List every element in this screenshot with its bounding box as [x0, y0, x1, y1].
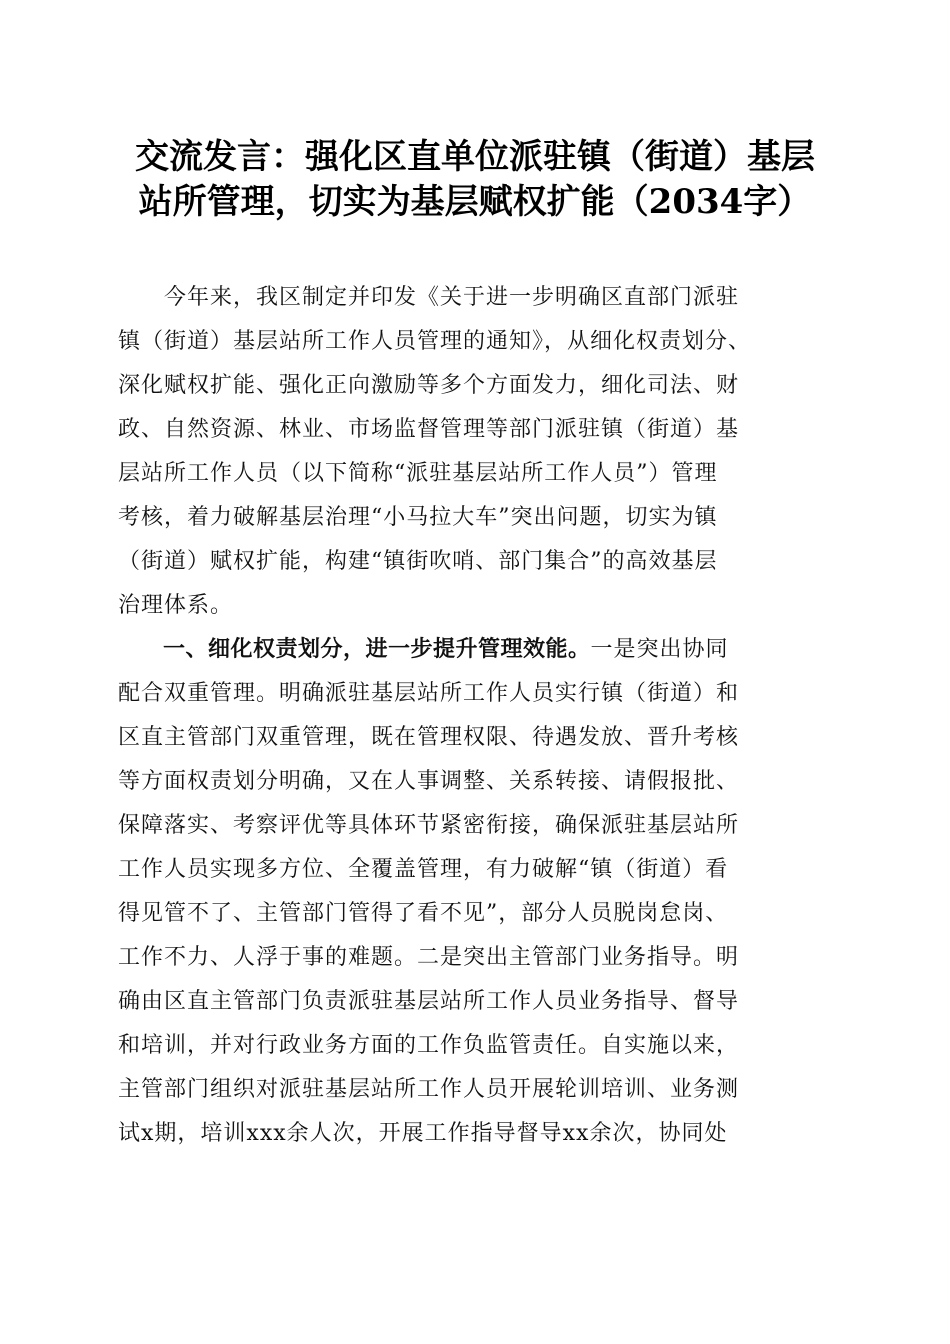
title-line-1: 交流发言：强化区直单位派驻镇（街道）基层 [135, 137, 815, 177]
section-1-line: 试x期，培训xxx余人次，开展工作指导督导xx余次，协同处 [118, 1121, 728, 1146]
section-1-line: 确由区直主管部门负责派驻基层站所工作人员业务指导、督导 [118, 989, 740, 1014]
section-1-line: 主管部门组织对派驻基层站所工作人员开展轮训培训、业务测 [118, 1077, 740, 1102]
section-1-line: 区直主管部门双重管理，既在管理权限、待遇发放、晋升考核 [118, 725, 740, 750]
section-1-line: 工作不力、人浮于事的难题。二是突出主管部门业务指导。明 [118, 945, 740, 970]
section-1-line: 得见管不了、主管部门管得了看不见”，部分人员脱岗怠岗、 [118, 901, 729, 926]
section-1-first-line [118, 628, 833, 672]
paragraph-1-line: （街道）赋权扩能，构建“镇街吹哨、部门集合”的高效基层 [118, 549, 718, 574]
document-body [118, 276, 833, 1156]
paragraph-1-line: 今年来，我区制定并印发《关于进一步明确区直部门派驻 [118, 285, 740, 310]
paragraph-1-line: 治理体系。 [118, 593, 234, 618]
paragraph-1-line: 镇（街道）基层站所工作人员管理的通知》，从细化权责划分、 [118, 329, 752, 354]
section-1-line: 等方面权责划分明确，又在人事调整、关系转接、请假报批、 [118, 769, 740, 794]
section-1-first-line-text: 一是突出协同 [590, 637, 729, 662]
section-1-line: 配合双重管理。明确派驻基层站所工作人员实行镇（街道）和 [118, 681, 740, 706]
section-1-line: 保障落实、考察评优等具体环节紧密衔接，确保派驻基层站所 [118, 813, 740, 838]
paragraph-1-line: 层站所工作人员（以下简称“派驻基层站所工作人员”）管理 [118, 461, 718, 486]
paragraph-1-line: 考核，着力破解基层治理“小马拉大车”突出问题，切实为镇 [118, 505, 718, 530]
section-1-line: 工作人员实现多方位、全覆盖管理，有力破解“镇（街道）看 [118, 857, 729, 882]
section-1-heading: 一、细化权责划分，进一步提升管理效能。 [118, 637, 591, 662]
document-title [110, 135, 840, 225]
section-1-line: 和培训，并对行政业务方面的工作负监管责任。自实施以来， [118, 1033, 740, 1058]
paragraph-1-line: 深化赋权扩能、强化正向激励等多个方面发力，细化司法、财 [118, 373, 740, 398]
paragraph-1-line: 政、自然资源、林业、市场监督管理等部门派驻镇（街道）基 [118, 417, 740, 442]
title-line-2: 站所管理，切实为基层赋权扩能（2034字） [138, 182, 812, 222]
